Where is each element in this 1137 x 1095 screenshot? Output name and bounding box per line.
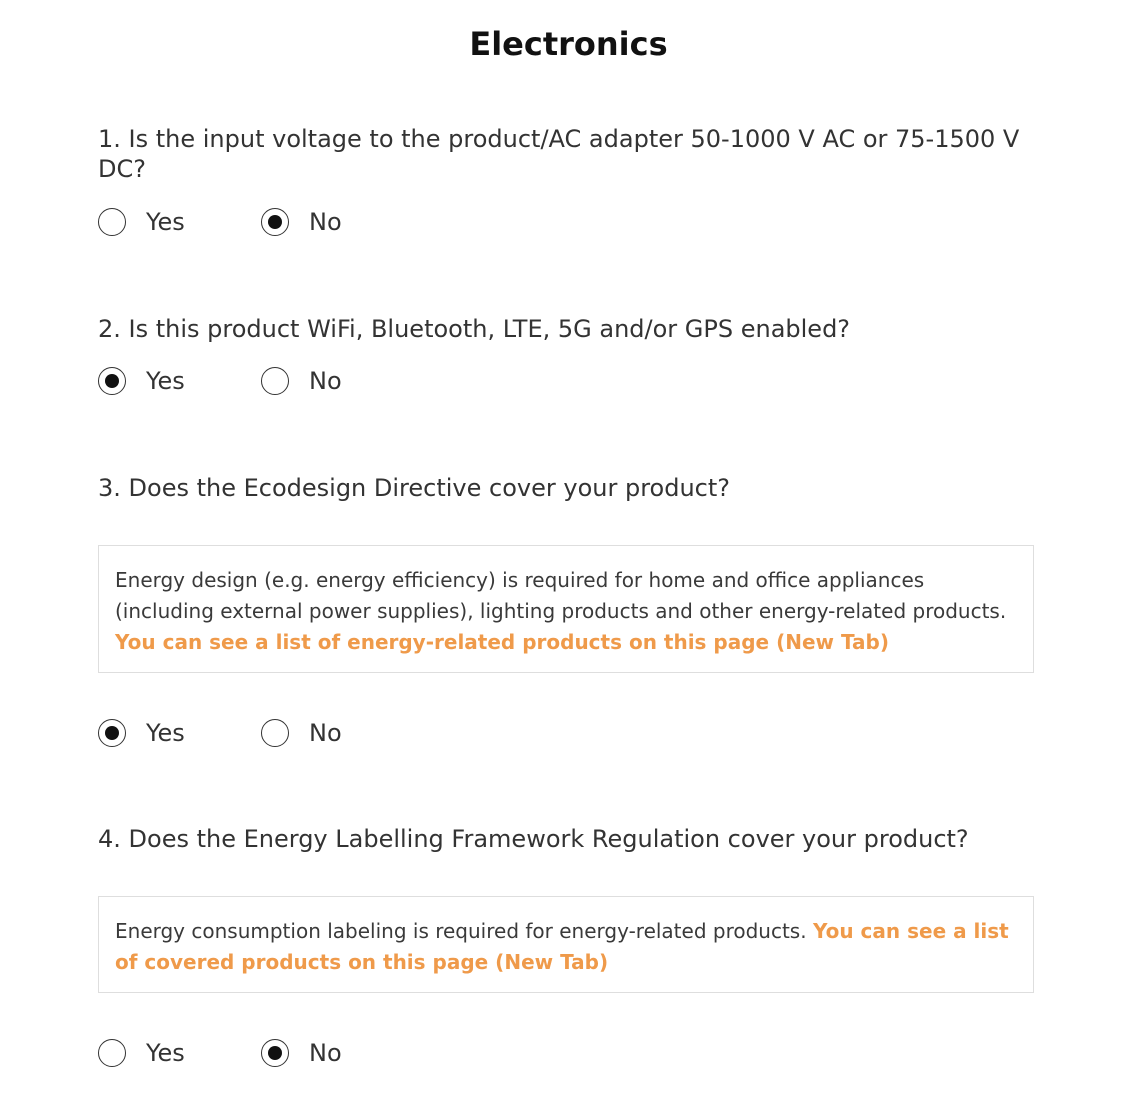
energy-related-products-link[interactable]: You can see a list of energy-related products on this page (New Tab) [115, 630, 889, 654]
question-1-text: 1. Is the input voltage to the product/AC adapter 50-1000 V AC or 75-1500 V DC? [98, 125, 1020, 183]
question-2-yes-option[interactable] [98, 366, 185, 396]
question-3-info-box [98, 545, 1034, 673]
question-2-text: 2. Is this product WiFi, Bluetooth, LTE, 5G and/or GPS enabled? [98, 315, 851, 343]
yes-label: Yes [146, 1039, 185, 1067]
question-3-text: 3. Does the Ecodesign Directive cover your product? [98, 474, 731, 502]
no-label: No [309, 1039, 342, 1067]
question-2-no-option[interactable] [261, 366, 342, 396]
radio-selected-dot-icon [268, 215, 282, 229]
radio-button-icon[interactable] [98, 367, 126, 395]
radio-selected-dot-icon [268, 1046, 282, 1060]
question-4-info-box [98, 896, 1034, 993]
radio-selected-dot-icon [105, 374, 119, 388]
question-4-text: 4. Does the Energy Labelling Framework Regulation cover your product? [98, 825, 969, 853]
question-3-yes-option[interactable] [98, 718, 185, 748]
radio-button-icon[interactable] [261, 367, 289, 395]
question-1-yes-option[interactable] [98, 207, 185, 237]
yes-label: Yes [146, 208, 185, 236]
no-label: No [309, 367, 342, 395]
radio-button-icon[interactable] [98, 1039, 126, 1067]
question-4-no-option[interactable] [261, 1038, 342, 1068]
radio-button-icon[interactable] [261, 1039, 289, 1067]
question-3-no-option[interactable] [261, 718, 342, 748]
radio-button-icon[interactable] [261, 208, 289, 236]
covered-products-link[interactable]: You can see a list of covered products on this page (New Tab) [115, 919, 1009, 974]
radio-button-icon[interactable] [261, 719, 289, 747]
info-text: Energy design (e.g. energy efficiency) is required for home and office appliances (including external power supplies), lighting products and other energy-related products. [115, 568, 1007, 623]
no-label: No [309, 719, 342, 747]
radio-button-icon[interactable] [98, 719, 126, 747]
radio-button-icon[interactable] [98, 208, 126, 236]
yes-label: Yes [146, 719, 185, 747]
info-text: Energy consumption labeling is required for energy-related products. [115, 919, 813, 943]
question-4-yes-option[interactable] [98, 1038, 185, 1068]
yes-label: Yes [146, 367, 185, 395]
no-label: No [309, 208, 342, 236]
page-title: Electronics [469, 25, 668, 63]
radio-selected-dot-icon [105, 726, 119, 740]
question-1-no-option[interactable] [261, 207, 342, 237]
